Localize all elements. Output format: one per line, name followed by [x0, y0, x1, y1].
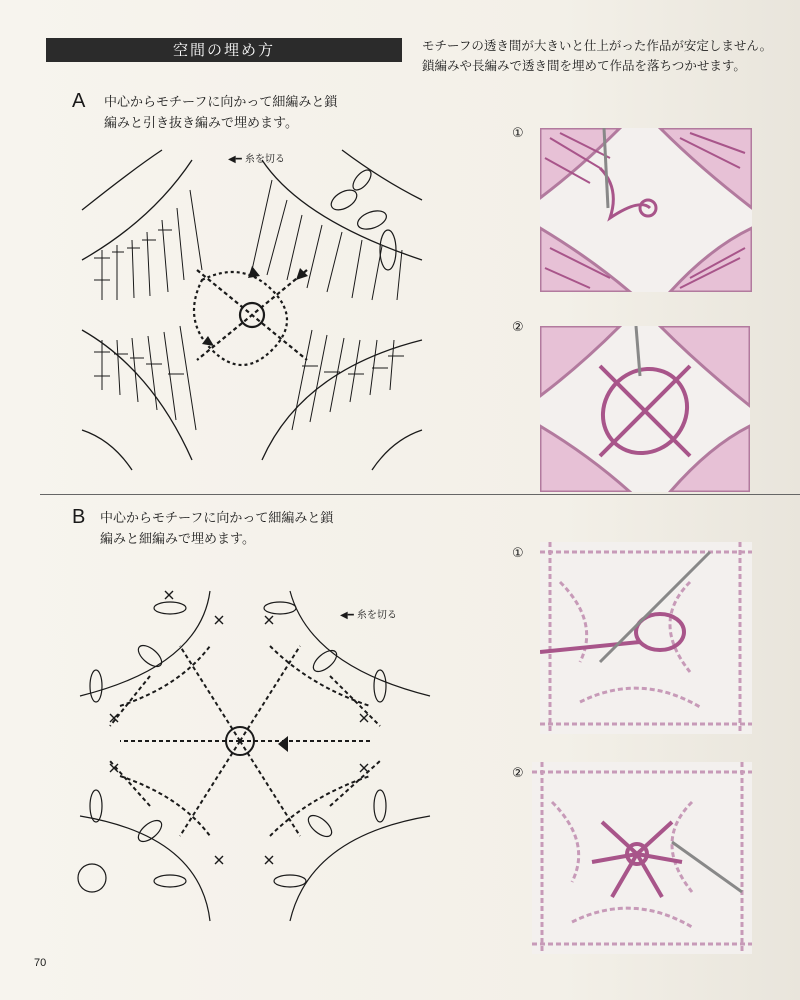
- intro-text: [422, 36, 800, 76]
- section-b-chart-diagram: [70, 586, 440, 926]
- page-number: 70: [34, 957, 47, 969]
- section-a-step-2-label: ②: [512, 320, 524, 335]
- section-b-step-1-label: ①: [512, 546, 524, 561]
- section-b-step-2-photo: [532, 762, 752, 954]
- section-b-step-2-illustration: [532, 762, 752, 954]
- section-b-step-1-photo: [540, 542, 752, 734]
- section-b-line-2: 編みと細編みで埋めます。: [100, 532, 255, 547]
- intro-line-2: 鎖編みや長編みで透き間を埋めて作品を落ちつかせます。: [422, 58, 746, 73]
- section-a-step-2-illustration: [540, 326, 750, 492]
- intro-line-1: モチーフの透き間が大きいと仕上がった作品が安定しません。: [422, 38, 773, 53]
- section-b-step-2-label: ②: [512, 766, 524, 781]
- section-b-step-1-illustration: [540, 542, 752, 734]
- section-a-step-1-label: ①: [512, 126, 524, 141]
- section-a-step-1-photo: [540, 128, 752, 292]
- section-b-cut-note: ◀━ 糸を切る: [340, 610, 397, 621]
- section-b-text: [100, 508, 333, 550]
- section-a-line-2: 編みと引き抜き編みで埋めます。: [104, 116, 298, 131]
- section-divider: [40, 494, 800, 495]
- section-title: 空間の埋め方: [46, 38, 402, 62]
- section-a-letter: A: [72, 90, 86, 112]
- section-a-chart-diagram: [72, 140, 432, 480]
- section-b-letter: B: [72, 506, 86, 528]
- section-b-line-1: 中心からモチーフに向かって細編みと鎖: [100, 511, 334, 526]
- section-b-cut-label: 糸を切る: [356, 610, 397, 621]
- section-a-text: [104, 92, 337, 134]
- section-a-step-1-illustration: [540, 128, 752, 292]
- section-a-line-1: 中心からモチーフに向かって細編みと鎖: [104, 95, 338, 110]
- section-a-step-2-photo: [540, 326, 750, 492]
- section-a-cut-note: ◀━ 糸を切る: [228, 154, 285, 165]
- section-a-cut-label: 糸を切る: [244, 154, 285, 165]
